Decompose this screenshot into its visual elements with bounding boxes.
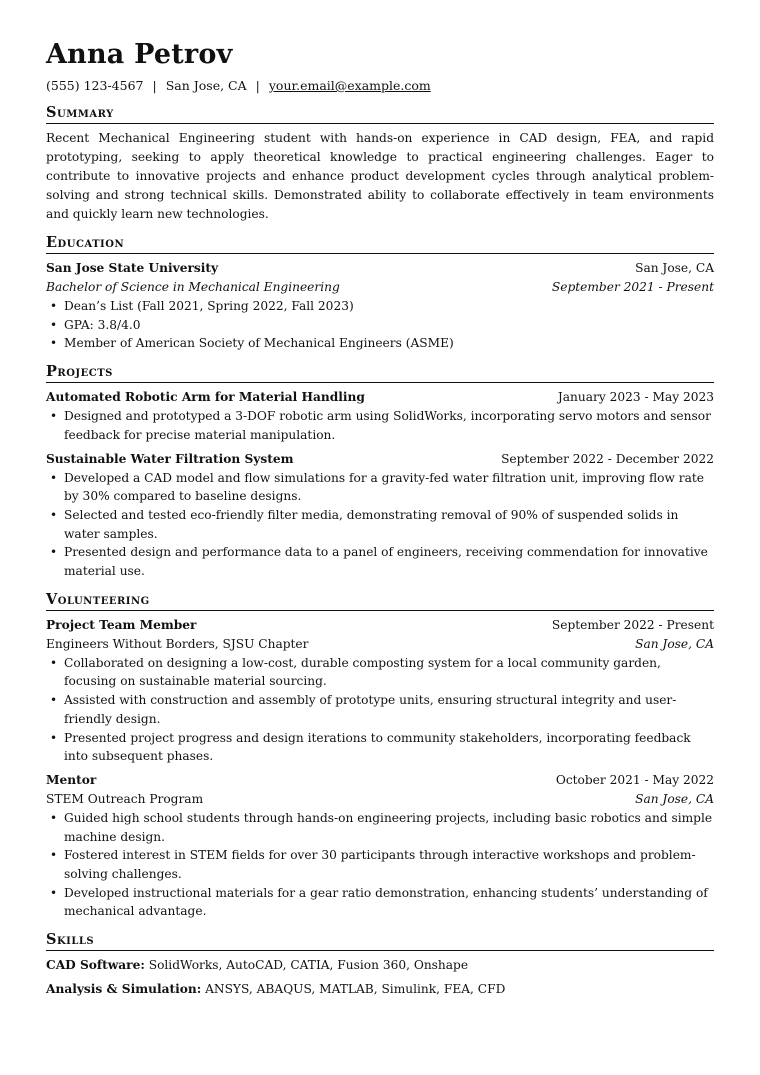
contact-separator: |: [255, 78, 260, 93]
volunteer-dates: September 2022 - Present: [551, 617, 714, 632]
education-section: [46, 234, 714, 353]
project-name: Sustainable Water Filtration System: [46, 451, 294, 466]
school-name: San Jose State University: [46, 261, 219, 275]
education-header-row: [46, 259, 714, 278]
section-title-education: Education: [46, 234, 714, 254]
volunteer-bullets: [46, 809, 714, 921]
volunteer-role: Project Team Member: [46, 617, 197, 632]
degree-name: Bachelor of Science in Mechanical Engineering: [46, 280, 340, 294]
skill-label: CAD Software:: [46, 958, 145, 973]
contact-line: [46, 78, 714, 94]
project-header-row: [46, 388, 714, 407]
summary-section: [46, 104, 714, 224]
projects-section: [46, 363, 714, 581]
project-entry: [46, 450, 714, 581]
project-bullets: [46, 407, 714, 444]
list-item: • Presented design and performance data to a panel of engineers, receiving commendation for innovative material use.: [46, 543, 714, 580]
phone-number: (555) 123-4567: [46, 78, 144, 93]
section-title-skills: Skills: [46, 931, 714, 951]
list-item: • GPA: 3.8/4.0: [46, 316, 714, 335]
education-degree-row: [46, 278, 714, 297]
volunteer-entry: [46, 771, 714, 921]
project-name: Automated Robotic Arm for Material Handling: [46, 390, 365, 405]
email-link[interactable]: your.email@example.com: [268, 78, 431, 93]
list-item: • Member of American Society of Mechanical Engineers (ASME): [46, 334, 714, 353]
education-entry: [46, 259, 714, 353]
list-item: • Designed and prototyped a 3-DOF robotic arm using SolidWorks, incorporating servo motors and sensor feedback for precise material manipulation.: [46, 407, 714, 444]
project-bullets: [46, 469, 714, 581]
project-entry: [46, 388, 714, 444]
volunteer-bullets: [46, 654, 714, 766]
volunteer-location: San Jose, CA: [635, 636, 714, 651]
education-dates: September 2021 - Present: [551, 280, 714, 294]
project-dates: January 2023 - May 2023: [557, 390, 714, 405]
school-location: San Jose, CA: [635, 261, 714, 275]
list-item: • Dean’s List (Fall 2021, Spring 2022, Fall 2023): [46, 297, 714, 316]
section-title-projects: Projects: [46, 363, 714, 383]
volunteer-org: Engineers Without Borders, SJSU Chapter: [46, 636, 309, 651]
list-item: • Fostered interest in STEM fields for over 30 participants through interactive workshops and problem-solving challenges.: [46, 846, 714, 883]
volunteer-dates: October 2021 - May 2022: [555, 772, 714, 787]
contact-separator: |: [152, 78, 157, 93]
contact-location: San Jose, CA: [165, 78, 247, 93]
section-title-summary: Summary: [46, 104, 714, 124]
volunteer-role: Mentor: [46, 772, 97, 787]
volunteer-org-row: [46, 790, 714, 809]
section-title-volunteering: Volunteering: [46, 591, 714, 611]
list-item: • Developed instructional materials for a gear ratio demonstration, enhancing students’ understanding of mechanical advantage.: [46, 884, 714, 921]
volunteer-org: STEM Outreach Program: [46, 791, 204, 806]
summary-text: Recent Mechanical Engineering student with hands-on experience in CAD design, FEA, and rapid prototyping, seeking to apply theoretical knowledge to practical engineering challenges. Eager to contribute to innovative projects and enhance product development cycles through analytical problem-solving and strong technical skills. Demonstrated ability to collaborate effectively in team environments and quickly learn new technologies.: [46, 131, 714, 221]
skill-label: Analysis & Simulation:: [46, 982, 202, 997]
skill-row: [46, 980, 714, 999]
list-item: • Assisted with construction and assembly of prototype units, ensuring structural integrity and user-friendly design.: [46, 691, 714, 728]
list-item: • Developed a CAD model and flow simulations for a gravity-fed water filtration unit, improving flow rate by 30% compared to baseline designs.: [46, 469, 714, 506]
volunteering-section: [46, 591, 714, 921]
skill-row: [46, 956, 714, 975]
volunteer-entry: [46, 616, 714, 766]
list-item: • Selected and tested eco-friendly filter media, demonstrating removal of 90% of suspended solids in water samples.: [46, 506, 714, 543]
list-item: • Collaborated on designing a low-cost, durable composting system for a local community garden, focusing on sustainable material sourcing.: [46, 654, 714, 691]
education-bullets: [46, 297, 714, 353]
volunteer-header-row: [46, 616, 714, 635]
resume-content: [46, 40, 714, 999]
skills-section: [46, 931, 714, 999]
volunteer-header-row: [46, 771, 714, 790]
volunteer-location: San Jose, CA: [635, 791, 714, 806]
skill-value: SolidWorks, AutoCAD, CATIA, Fusion 360, Onshape: [148, 958, 469, 973]
skill-value: ANSYS, ABAQUS, MATLAB, Simulink, FEA, CFD: [205, 982, 506, 997]
project-dates: September 2022 - December 2022: [501, 451, 714, 466]
project-header-row: [46, 450, 714, 469]
volunteer-org-row: [46, 635, 714, 654]
list-item: • Guided high school students through hands-on engineering projects, including basic robotics and simple machine design.: [46, 809, 714, 846]
list-item: • Presented project progress and design iterations to community stakeholders, incorporating feedback into subsequent phases.: [46, 729, 714, 766]
candidate-name: Anna Petrov: [46, 39, 233, 70]
